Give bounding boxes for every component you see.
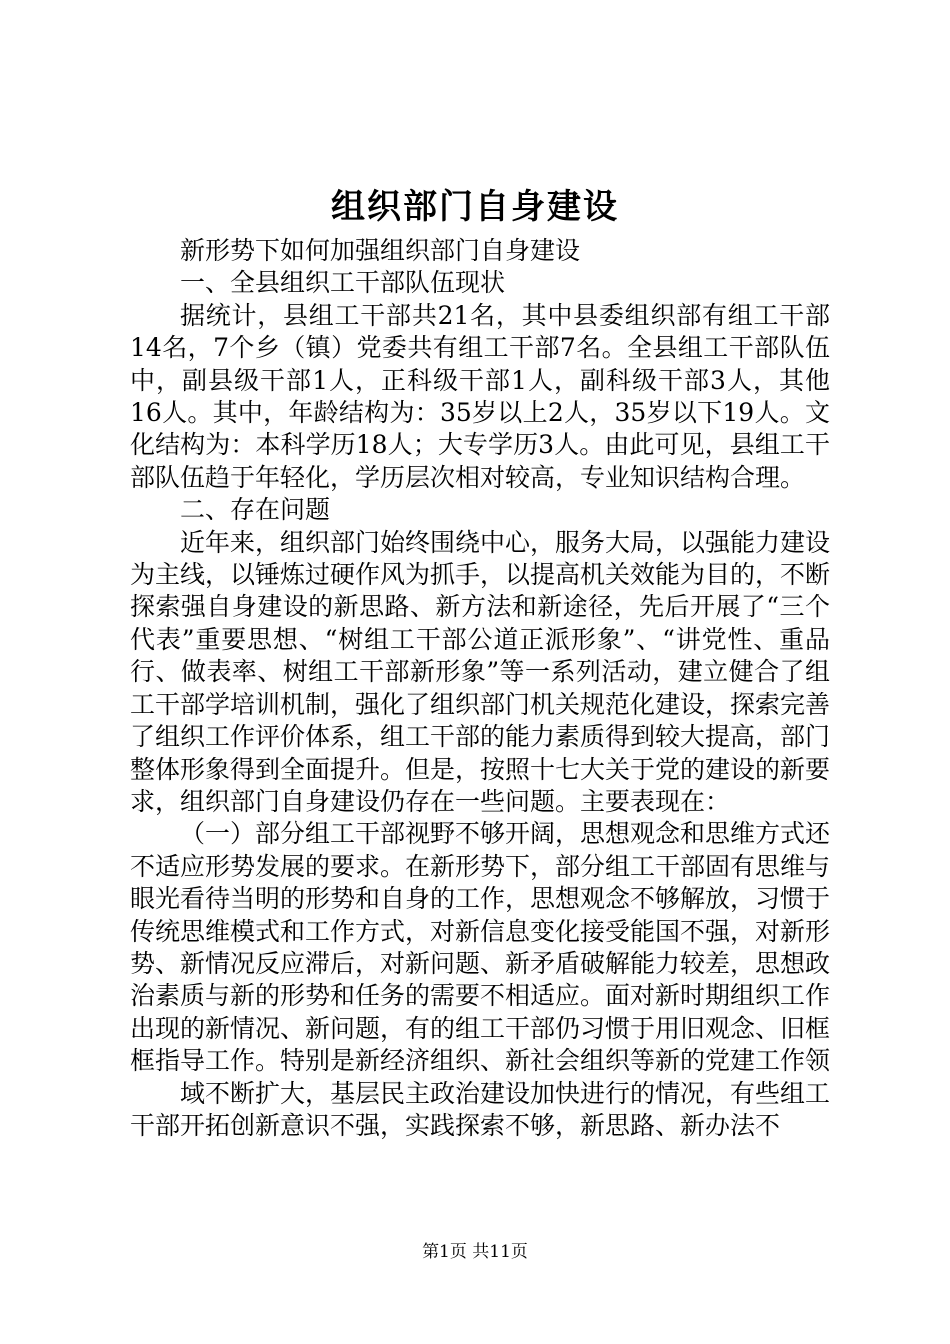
document-body	[130, 235, 830, 1142]
page-footer: 第1页 共11页	[422, 1242, 528, 1262]
section-heading-2: 二、存在问题	[180, 495, 331, 525]
section-heading-1: 一、全县组织工干部队伍现状	[180, 268, 506, 298]
paragraph-subtitle: 新形势下如何加强组织部门自身建设	[180, 236, 581, 265]
paragraph-continued: 域不断扩大，基层民主政治建设加快进行的情况，有些组工干部开拓创新意识不强，实践探索不够，新思路、新办法不	[130, 1078, 831, 1140]
paragraph-problem-1: （一）部分组工干部视野不够开阔，思想观念和思维方式还不适应形势发展的要求。在新形势下，部分组工干部固有思维与眼光看待当明的形势和自身的工作，思想观念不够解放，习惯于传统思维模式和工作方式，对新信息变化接受能国不强，对新形势、新情况反应滞后，对新问题、新矛盾破解能力较差，思想政治素质与新的形势和任务的需要不相适应。面对新时期组织工作出现的新情况、新问题，有的组工干部仍习惯于用旧观念、旧框框指导工作。特别是新经济组织、新社会组织等新的党建工作领	[130, 819, 831, 1076]
paragraph-statistics: 据统计，县组工干部共21名，其中县委组织部有组工干部14名，7个乡（镇）党委共有组工干部7名。全县组工干部队伍中，副县级干部1人，正科级干部1人，副科级干部3人，其他16人。其中，年龄结构为：35岁以上2人，35岁以下19人。文化结构为：本科学历18人；大专学历3人。由此可见，县组工干部队伍趋于年轻化，学历层次相对较高，专业知识结构合理。	[130, 300, 830, 492]
paragraph-recent-years: 近年来，组织部门始终围绕中心，服务大局，以强能力建设为主线，以锤炼过硬作风为抓手，以提高机关效能为目的，不断探索强自身建设的新思路、新方法和新途径，先后开展了“三个代表”重要思想、“树组工干部公道正派形象”、“讲党性、重品行、做表率、树组工干部新形象”等一系列活动，建立健合了组工干部学培训机制，强化了组织部门机关规范化建设，探索完善了组织工作评价体系，组工干部的能力素质得到较大提高，部门整体形象得到全面提升。但是，按照十七大关于党的建设的新要求，组织部门自身建设仍存在一些问题。主要表现在：	[130, 527, 831, 816]
document-title: 组织部门自身建设	[331, 187, 619, 227]
